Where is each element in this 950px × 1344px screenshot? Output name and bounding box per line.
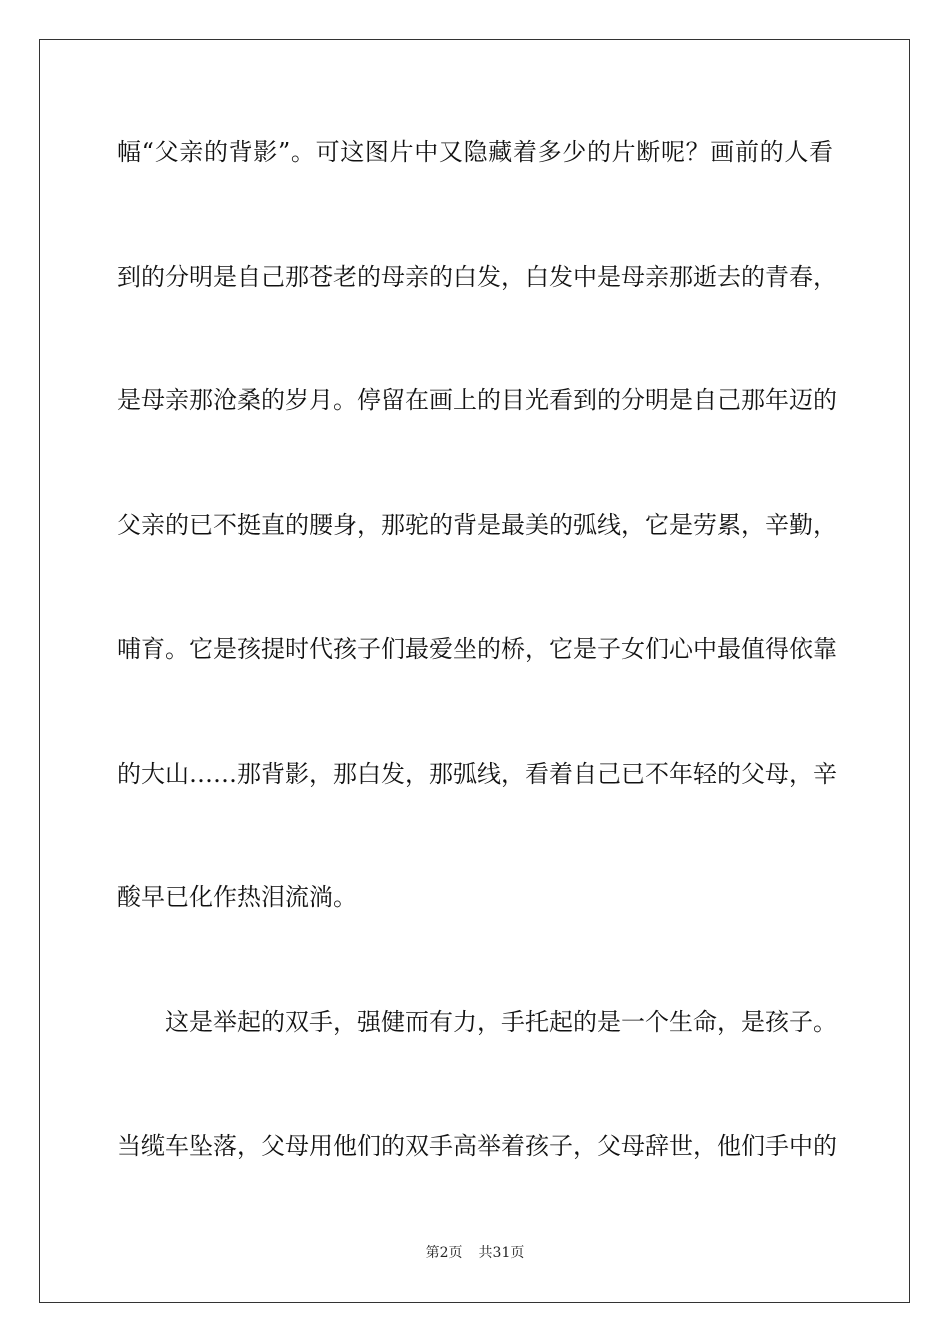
text-line-9: 当缆车坠落，父母用他们的双手高举着孩子，父母辞世，他们手中的 [117,1132,837,1160]
text-line-6: 的大山……那背影，那白发，那弧线，看着自己已不年轻的父母，辛 [117,760,837,788]
text-line-1: 幅“父亲的背影”。可这图片中又隐藏着多少的片断呢？画前的人看 [117,138,833,166]
page-number: 第2页 [425,1245,463,1261]
paragraph-start-line: 这是举起的双手，强健而有力，手托起的是一个生命，是孩子。 [165,1008,837,1036]
page-total: 共31页 [478,1245,525,1261]
text-line-5: 哺育。它是孩提时代孩子们最爱坐的桥，它是子女们心中最值得依靠 [117,635,837,663]
text-line-7: 酸早已化作热泪流淌。 [117,883,357,911]
text-line-2: 到的分明是自己那苍老的母亲的白发，白发中是母亲那逝去的青春， [117,263,837,291]
page-footer [0,1244,950,1262]
page-border [39,39,910,1303]
text-line-3: 是母亲那沧桑的岁月。停留在画上的目光看到的分明是自己那年迈的 [117,386,837,414]
text-line-4: 父亲的已不挺直的腰身，那驼的背是最美的弧线，它是劳累，辛勤， [117,511,837,539]
